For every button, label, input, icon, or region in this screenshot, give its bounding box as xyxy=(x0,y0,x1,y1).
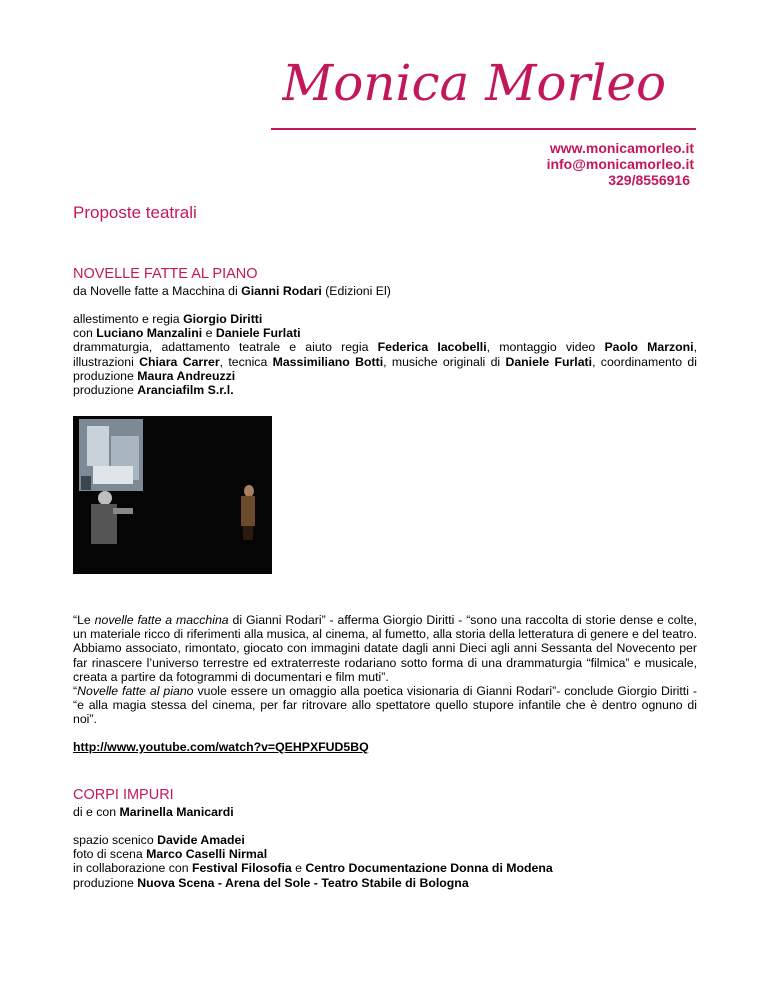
stage-photo xyxy=(73,416,272,574)
header-divider xyxy=(271,128,696,130)
email-link[interactable]: info@monicamorleo.it xyxy=(546,156,694,172)
youtube-video-link[interactable]: http://www.youtube.com/watch?v=QEHPXFUD5BQ xyxy=(73,740,369,754)
credit-production-2: produzione Nuova Scena - Arena del Sole - Teatro Stabile di Bologna xyxy=(73,875,469,890)
source-line xyxy=(73,284,697,298)
section-title-corpi-impuri: CORPI IMPURI xyxy=(73,787,174,803)
description-paragraph-2: “Novelle fatte al piano vuole essere un omaggio alla poetica visionaria di Gianni Rodari”- conclude Giorgio Diritti - “e alla magia stessa del cinema, per far ritrovare allo spettatore quello stupore infantile che è dentro ognuno di noi”. xyxy=(73,684,697,727)
credit-direction: allestimento e regia Giorgio Diritti xyxy=(73,312,263,326)
monica-morleo-logo xyxy=(282,48,702,120)
credit-crew: drammaturgia, adattamento teatrale e aiuto regia Federica Iacobelli, montaggio video Paolo Marzoni, illustrazioni Chiara Carrer, tecnica Massimiliano Botti, musiche originali di Daniele Furlati, coordinamento di produzione Maura Andreuzzi xyxy=(73,340,698,383)
stage-photo-icon xyxy=(73,416,272,574)
source-text: da Novelle fatte a Macchina di xyxy=(73,284,242,298)
website-link[interactable]: www.monicamorleo.it xyxy=(549,140,694,156)
description-block xyxy=(73,613,697,727)
credit-set-design: spazio scenico Davide Amadei xyxy=(73,833,245,847)
byline: di e con Marinella Manicardi xyxy=(73,805,234,819)
section-title-novelle: NOVELLE FATTE AL PIANO xyxy=(73,266,258,282)
author-name: Gianni Rodari xyxy=(241,284,322,298)
description-paragraph-1: “Le novelle fatte a macchina di Gianni Rodari” - afferma Giorgio Diritti - “sono una raccolta di storie dense e colte, un materiale ricco di riferimenti alla musica, al cinema, al fumetto, alla storia della letteratura di genere e del teatro. Abbiamo associato, rimontato, giocato con immagini datate dagli anni Dieci agli anni Sessanta del Novecento per far rinascere l’universo terrestre ed extraterreste rodariano sotto forma di una drammaturgia “filmica” e musicale, creata a partire da fotogrammi di documentari e film muti”. xyxy=(73,613,697,684)
logo-text: Monica Morleo xyxy=(282,54,667,112)
publisher-text: (Edizioni El) xyxy=(321,284,391,298)
page-title: Proposte teatrali xyxy=(73,203,197,222)
credit-cast: con Luciano Manzalini e Daniele Furlati xyxy=(73,326,301,341)
credits-block xyxy=(73,312,697,397)
credit-collaboration: in collaborazione con Festival Filosofia e Centro Documentazione Donna di Modena xyxy=(73,861,553,876)
credit-photo: foto di scena Marco Caselli Nirmal xyxy=(73,847,268,862)
credit-production: produzione Aranciafilm S.r.l. xyxy=(73,383,234,398)
credits-block-2 xyxy=(73,833,697,890)
phone-number: 329/8556916 xyxy=(608,172,690,188)
